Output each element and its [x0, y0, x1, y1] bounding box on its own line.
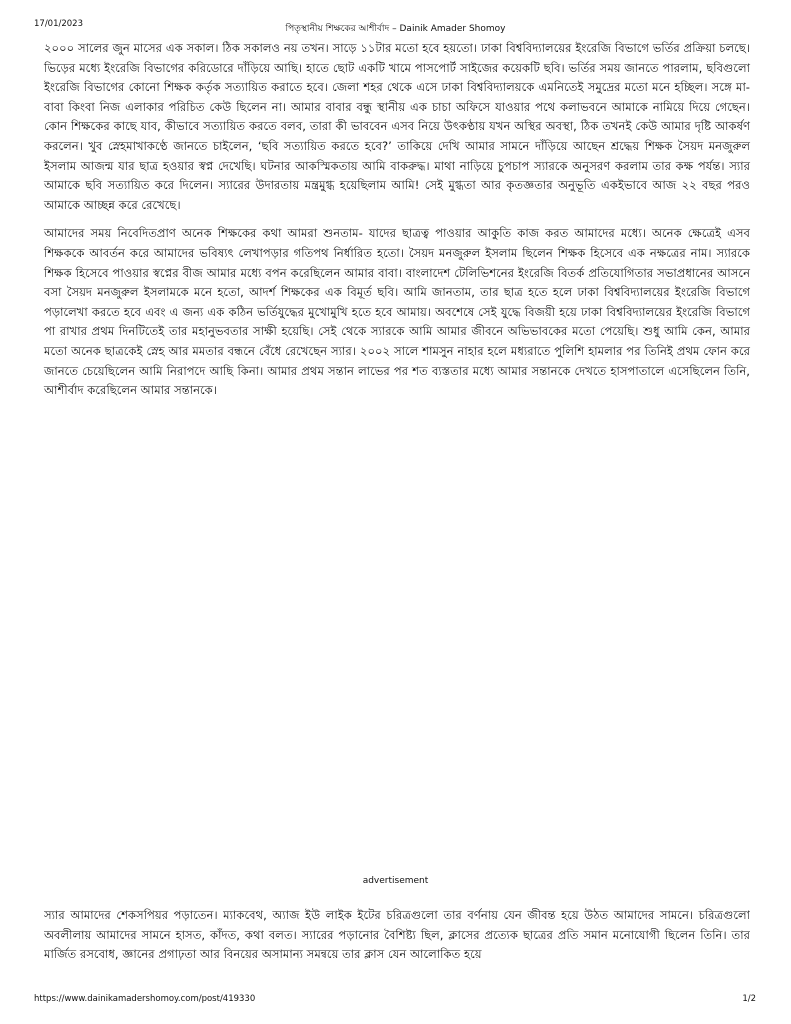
article-body — [44, 39, 750, 401]
article-paragraph: স্যার আমাদের শেকসপিয়র পড়াতেন। ম্যাকবেথ, অ্যাজ ইউ লাইক ইটের চরিত্রগুলো তার বর্ণনায় যেন জীবন্ত হয়ে উঠত আমাদের সামনে। চরিত্রগুলো অবলীলায় আমাদের সামনে হাসত, কাঁদত, কথা বলত। স্যারের পড়ানোর বৈশিষ্ট্য ছিল, ক্লাসের প্রত্যেক ছাত্রের প্রতি সমান মনোযোগী ছিলেন তিনি। তার মার্জিত রসবোধ, জ্ঞানের প্রগাঢ়তা আর বিনয়ের অসামান্য সমন্বয়ে তার ক্লাস যেন আলোকিত হয়ে — [44, 908, 750, 962]
print-page-number: 1/2 — [742, 994, 756, 1004]
print-url: https://www.dainikamadershomoy.com/post/419330 — [34, 994, 256, 1004]
article-continuation — [44, 906, 750, 966]
print-date: 17/01/2023 — [34, 19, 83, 29]
advertisement-label: advertisement — [362, 876, 429, 886]
print-page-title: পিতৃস্থানীয় শিক্ষকের আশীর্বাদ – Dainik Amader Shomoy — [285, 24, 506, 34]
article-paragraph: আমাদের সময় নিবেদিতপ্রাণ অনেক শিক্ষকের কথা আমরা শুনতাম- যাদের ছাত্রত্ব পাওয়ার আকুতি কাজ করত আমাদের মধ্যে। অনেক ক্ষেত্রেই এসব শিক্ষককে আবর্তন করে আমাদের ভবিষ্যৎ লেখাপড়ার গতিপথ নির্ধারিত হতো। সৈয়দ মনজুরুল ইসলাম ছিলেন শিক্ষক হিসেবে এক নক্ষত্রের নাম। স্যারকে শিক্ষক হিসেবে পাওয়ার স্বপ্নের বীজ আমার মধ্যে বপন করেছিলেন আমার বাবা। বাংলাদেশ টেলিভিশনের ইংরেজি বিতর্ক প্রতিযোগিতার সভাপ্রধানের আসনে বসা সৈয়দ মনজুরুল ইসলামকে মনে হতো, আদর্শ শিক্ষকের এক বিমূর্ত ছবি। আমি জানতাম, তার ছাত্র হতে হলে ঢাকা বিশ্ববিদ্যালয়ের ইংরেজি বিভাগে পড়ালেখা করতে হবে এবং এ জন্য এক কঠিন ভর্তিযুদ্ধের মুখোমুখি হতে হবে আমায়। অবশেষে সেই যুদ্ধে বিজয়ী হয়ে ঢাকা বিশ্ববিদ্যালয়ের ইংরেজি বিভাগে পা রাখার প্রথম দিনটিতেই তার মহানুভবতার সাক্ষী হয়েছি। সেই থেকে স্যারকে আমি আমার জীবনে অভিভাবকের মতো পেয়েছি। শুধু আমি কেন, আমার মতো অনেক ছাত্রকেই স্নেহ আর মমতার বন্ধনে বেঁধে রেখেছেন স্যার। ২০০২ সালে শামসুন নাহার হলে মধ্যরাতে পুলিশি হামলার পর তিনিই প্রথম ফোন করে জানতে চেয়েছিলেন আমি নিরাপদে আছি কিনা। আমার প্রথম সন্তান লাভের পর শত ব্যস্ততার মধ্যে আমার সন্তানকে দেখতে হাসপাতালে এসেছিলেন তিনি, আশীর্বাদ করেছিলেন আমার সন্তানকে। — [44, 226, 750, 398]
article-paragraph: ২০০০ সালের জুন মাসের এক সকাল। ঠিক সকালও নয় তখন। সাড়ে ১১টার মতো হবে হয়তো। ঢাকা বিশ্ববিদ্যালয়ের ইংরেজি বিভাগে ভর্তির প্রক্রিয়া চলছে। ভিড়ের মধ্যে ইংরেজি বিভাগের করিডোরে দাঁড়িয়ে আছি। হাতে ছোট একটি খামে পাসপোর্ট সাইজের কয়েকটি ছবি। ভর্তির সময় জানতে পারলাম, ছবিগুলো ইংরেজি বিভাগের কোনো শিক্ষক কর্তৃক সত্যায়িত করাতে হবে। জেলা শহর থেকে এসে ঢাকা বিশ্ববিদ্যালয়কে এমনিতেই সমুদ্রের মতো মনে হচ্ছিল। সঙ্গে মা-বাবা কিংবা নিজ এলাকার পরিচিত কেউ ছিলেন না। আমার বাবার বন্ধু স্থানীয় এক চাচা অফিসে যাওয়ার পথে কলাভবনে আমাকে নামিয়ে দিয়ে গেছেন। কোন শিক্ষকের কাছে যাব, কীভাবে সত্যায়িত করতে বলব, তারা কী ভাববেন এসব নিয়ে উৎকণ্ঠায় যখন অস্থির অবস্থা, ঠিক তখনই কেউ আমার দৃষ্টি আকর্ষণ করলেন। খুব স্নেহমাখাকণ্ঠে জানতে চাইলেন, ‘ছবি সত্যায়িত করতে হবে?’ তাকিয়ে দেখি আমার সামনে দাঁড়িয়ে আছেন শ্রদ্ধেয় শিক্ষক সৈয়দ মনজুরুল ইসলাম আজন্ম যার ছাত্র হওয়ার স্বপ্ন দেখেছি। ঘটনার আকস্মিকতায় আমি বাকরুদ্ধ। মাথা নাড়িয়ে চুপচাপ স্যারকে অনুসরণ করলাম তার কক্ষ পর্যন্ত। স্যার আমাকে ছবি সত্যায়িত করে দিলেন। স্যারের উদারতায় মন্ত্রমুগ্ধ হয়েছিলাম আমি! সেই মুগ্ধতা আর কৃতজ্ঞতার অনুভূতি একইভাবে আজ ২২ বছর পরও আমাকে আচ্ছন্ন করে রেখেছে। — [44, 41, 750, 212]
